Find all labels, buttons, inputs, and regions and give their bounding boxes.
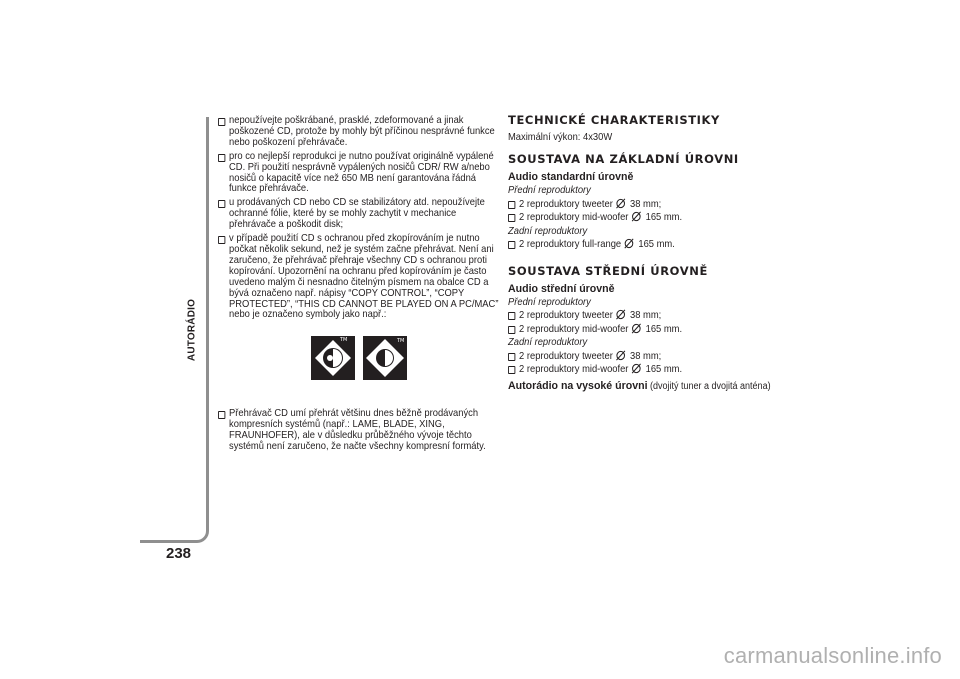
list-item bbox=[218, 152, 505, 196]
diameter-icon bbox=[631, 211, 641, 222]
checkbox-bullet-icon bbox=[218, 200, 225, 208]
diameter-icon bbox=[615, 309, 625, 320]
diameter-icon bbox=[615, 350, 625, 361]
subheading-basic-audio: Audio standardní úrovně bbox=[508, 171, 634, 183]
front-speakers-label: Přední reproduktory bbox=[508, 296, 591, 308]
list-item-text: Přehrávač CD umí přehrát většinu dnes běžně prodávaných kompresních systémů (např.: LAME, BLADE, XING, FRAUNHOFER), ale v důsledku průběžného vývoje těchto systémů není zaručeno, že načte všechny kompresní formáty. bbox=[229, 408, 486, 453]
trademark-label: TM bbox=[340, 337, 348, 344]
list-item-text: u prodávaných CD nebo CD se stabilizátory atd. nepoužívejte ochranné fólie, které by se mohly zachytit v mechanice přehrávače a poškodit disk; bbox=[229, 197, 485, 231]
speaker-size: 165 mm. bbox=[645, 364, 683, 375]
checkbox-bullet-icon bbox=[508, 366, 515, 374]
checkbox-bullet-icon bbox=[218, 411, 225, 419]
rear-speakers-label: Zadní reproduktory bbox=[508, 337, 588, 348]
speaker-size: 165 mm. bbox=[638, 239, 675, 250]
speaker-type: 2 reproduktory mid-woofer bbox=[519, 212, 629, 223]
speaker-size: 38 mm; bbox=[630, 310, 662, 321]
speaker-item bbox=[508, 363, 813, 377]
checkbox-bullet-icon bbox=[508, 353, 515, 361]
diameter-icon bbox=[615, 198, 625, 209]
speaker-item bbox=[508, 323, 813, 337]
checkbox-bullet-icon bbox=[508, 326, 515, 334]
speaker-type: 2 reproduktory mid-woofer bbox=[519, 323, 629, 335]
trademark-label: TM bbox=[397, 338, 405, 345]
checkbox-bullet-icon bbox=[508, 201, 515, 209]
copy-control-logo-icon bbox=[310, 335, 356, 381]
high-level-radio-note: (dvojitý tuner a dvojitá anténa) bbox=[650, 380, 772, 392]
list-item-text: pro co nejlepší reprodukci je nutno používat originálně vypálené CD. Při použití nesprávně vypálených nosičů CDR/ RW a/nebo nosičů o kapacitě více než 650 MB není garantována řádná funkce přehrávače. bbox=[229, 150, 494, 195]
speaker-type: 2 reproduktory tweeter bbox=[519, 310, 613, 321]
rear-speakers-label: Zadní reproduktory bbox=[508, 225, 588, 237]
speaker-item bbox=[508, 238, 813, 252]
checkbox-bullet-icon bbox=[508, 214, 515, 222]
speaker-type: 2 reproduktory mid-woofer bbox=[519, 364, 629, 375]
checkbox-bullet-icon bbox=[218, 154, 225, 162]
speaker-item bbox=[508, 211, 813, 225]
diameter-icon bbox=[631, 363, 641, 374]
diameter-icon bbox=[631, 323, 641, 334]
speaker-size: 165 mm. bbox=[645, 323, 683, 335]
list-item bbox=[218, 198, 505, 231]
diameter-icon bbox=[624, 238, 634, 249]
high-level-radio-line bbox=[508, 379, 808, 394]
section-title-mid: SOUSTAVA STŘEDNÍ ÚROVNĚ bbox=[508, 263, 708, 278]
section-title-technical: TECHNICKÉ CHARAKTERISTIKY bbox=[508, 113, 720, 127]
speaker-item bbox=[508, 350, 813, 364]
list-item bbox=[218, 116, 505, 149]
right-column bbox=[508, 113, 808, 394]
checkbox-bullet-icon bbox=[218, 236, 225, 244]
page-number: 238 bbox=[166, 545, 192, 562]
list-item bbox=[218, 234, 505, 321]
watermark: carmanualsonline.info bbox=[723, 643, 942, 668]
subheading-mid-audio: Audio střední úrovně bbox=[508, 282, 615, 295]
checkbox-bullet-icon bbox=[508, 312, 515, 320]
speaker-type: 2 reproduktory tweeter bbox=[519, 350, 613, 362]
section-title-basic: SOUSTAVA NA ZÁKLADNÍ ÚROVNI bbox=[508, 152, 739, 166]
speaker-item bbox=[508, 309, 813, 323]
copy-protection-logos bbox=[218, 329, 494, 401]
checkbox-bullet-icon bbox=[508, 241, 515, 249]
speaker-size: 165 mm. bbox=[645, 212, 683, 223]
list-item-text: nepoužívejte poškrábané, prasklé, zdeformované a jinak poškozené CD, protože by mohly být příčinou nesprávné funkce nebo poškození přehrávače. bbox=[229, 115, 495, 148]
list-item bbox=[218, 409, 505, 453]
list-item-text: v případě použití CD s ochranou před zkopírováním je nutno počkat několik sekund, než je systém začne přehrávat. Není ani zaručeno, že přehrávač přehraje všechny CD s ochranou proti kopírování. Upozornění na ochranu před kopírováním je často uvedeno malým či nesnadno čitelným písmem na obalce CD a bývá označeno např. nápisy “COPY CONTROL”, “COPY PROTECTED”, “THIS CD CANNOT BE PLAYED ON A PC/MAC” nebo je označeno symboly jako např.: bbox=[229, 233, 499, 321]
speaker-type: 2 reproduktory full-range bbox=[519, 239, 622, 250]
checkbox-bullet-icon bbox=[218, 118, 225, 126]
speaker-size: 38 mm; bbox=[630, 198, 662, 210]
speaker-type: 2 reproduktory tweeter bbox=[519, 198, 613, 210]
high-level-radio-title: Autorádio na vysoké úrovni bbox=[508, 379, 648, 392]
speaker-size: 38 mm; bbox=[630, 350, 662, 362]
copy-protected-logo-icon bbox=[362, 335, 408, 381]
section-side-label: AUTORÁDIO bbox=[186, 298, 198, 362]
left-column bbox=[218, 115, 499, 456]
max-power-text: Maximální výkon: 4x30W bbox=[508, 132, 613, 143]
front-speakers-label: Přední reproduktory bbox=[508, 185, 591, 196]
speaker-item bbox=[508, 198, 813, 212]
margin-rule bbox=[140, 117, 209, 543]
